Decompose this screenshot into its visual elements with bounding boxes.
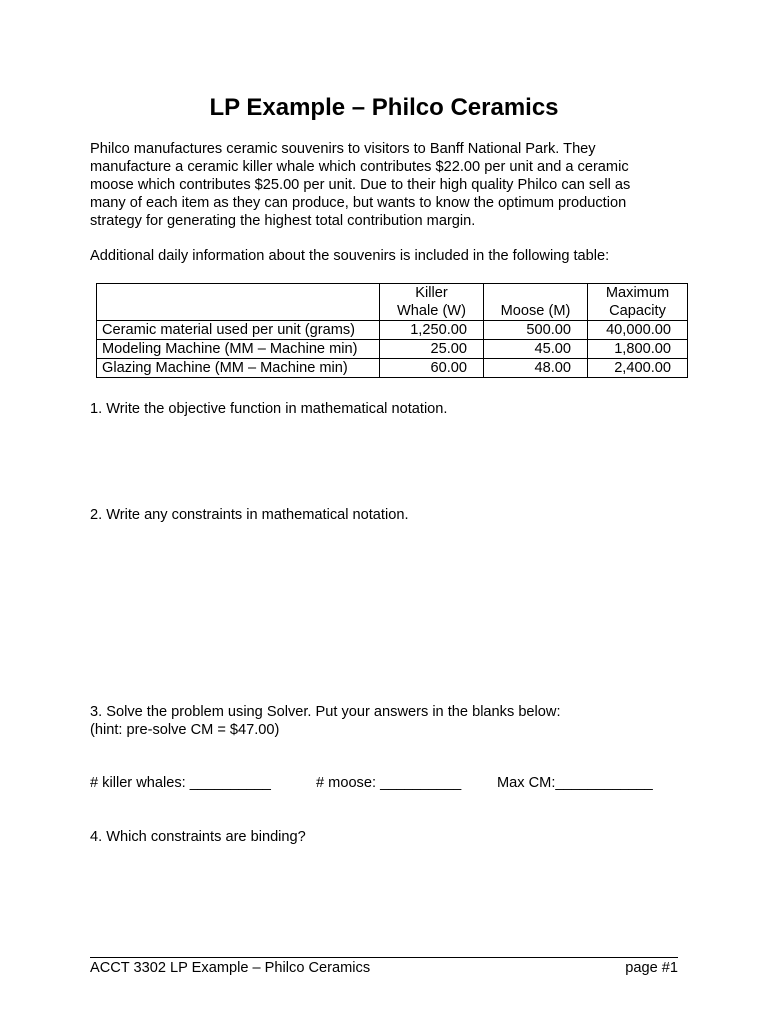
table-cell: 48.00 (484, 359, 588, 378)
table-cell: 60.00 (380, 359, 484, 378)
question-2: 2. Write any constraints in mathematical notation. (90, 507, 409, 523)
table-header-cell (484, 284, 588, 321)
footer-divider (90, 957, 678, 958)
table-row (97, 359, 688, 378)
header-line: Capacity (609, 303, 666, 319)
question-4: 4. Which constraints are binding? (90, 829, 306, 845)
header-line: Whale (W) (397, 303, 466, 319)
table-cell: 1,800.00 (588, 340, 688, 359)
moose-blank: # moose: __________ (316, 775, 462, 791)
souvenir-info-table (96, 283, 688, 378)
table-row (97, 321, 688, 340)
header-line: Maximum (605, 285, 670, 301)
intro-line: strategy for generating the highest total contribution margin. (90, 213, 476, 229)
table-header-cell (380, 284, 484, 321)
question-3-hint: (hint: pre-solve CM = $47.00) (90, 722, 280, 738)
table-cell: 25.00 (380, 340, 484, 359)
footer-page-number: page #1 (625, 960, 678, 976)
table-header-cell (588, 284, 688, 321)
table-cell: Modeling Machine (MM – Machine min) (97, 340, 380, 359)
table-cell: 1,250.00 (380, 321, 484, 340)
table-cell: 500.00 (484, 321, 588, 340)
intro-line: many of each item as they can produce, but wants to know the optimum production (90, 195, 627, 211)
table-cell: Ceramic material used per unit (grams) (97, 321, 380, 340)
max-cm-blank: Max CM:____________ (497, 775, 653, 791)
additional-info-text: Additional daily information about the souvenirs is included in the following table: (90, 248, 610, 264)
page-title: LP Example – Philco Ceramics (209, 94, 559, 121)
table-row (97, 340, 688, 359)
question-1: 1. Write the objective function in mathematical notation. (90, 401, 448, 417)
intro-line: Philco manufactures ceramic souvenirs to visitors to Banff National Park. They (90, 141, 596, 157)
intro-line: moose which contributes $25.00 per unit. Due to their high quality Philco can sell as (90, 177, 631, 193)
table-cell: 40,000.00 (588, 321, 688, 340)
question-3 (90, 703, 690, 739)
table-header-cell (97, 284, 380, 321)
table-cell: 45.00 (484, 340, 588, 359)
table-cell: Glazing Machine (MM – Machine min) (97, 359, 380, 378)
question-3-line: 3. Solve the problem using Solver. Put your answers in the blanks below: (90, 704, 561, 720)
table-cell: 2,400.00 (588, 359, 688, 378)
intro-line: manufacture a ceramic killer whale which contributes $22.00 per unit and a ceramic (90, 159, 629, 175)
killer-whales-blank: # killer whales: __________ (90, 775, 271, 791)
footer-course-title: ACCT 3302 LP Example – Philco Ceramics (90, 960, 371, 976)
intro-paragraph (90, 140, 665, 230)
header-line: Killer (415, 285, 448, 301)
table-header-row (97, 284, 688, 321)
header-line: Moose (M) (500, 303, 571, 319)
